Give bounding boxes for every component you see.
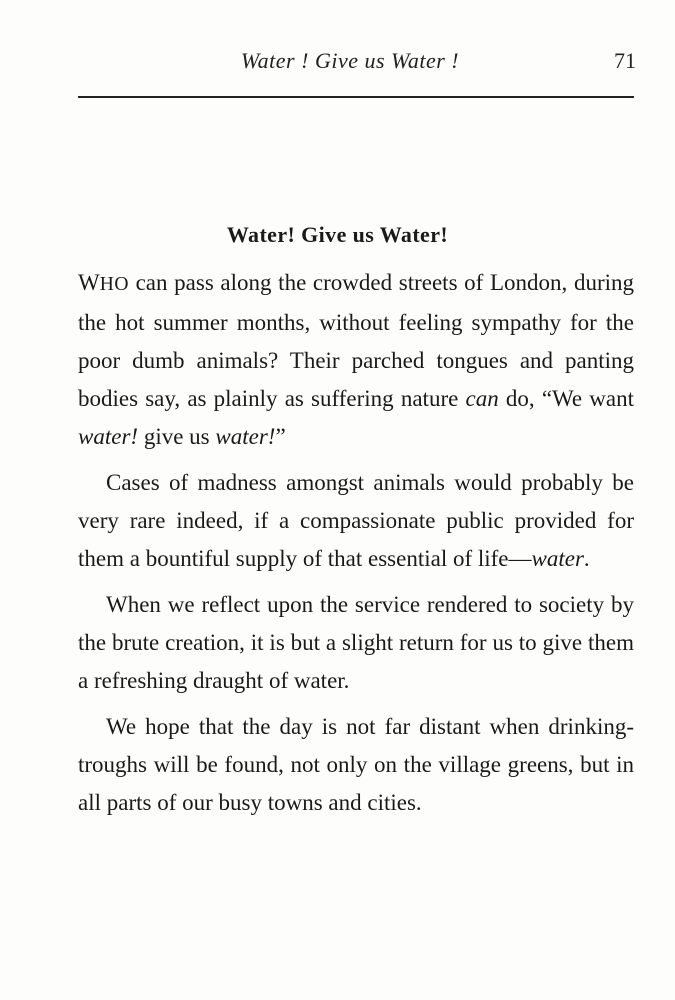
running-head bbox=[80, 42, 636, 78]
opening-capital: W bbox=[78, 270, 100, 295]
paragraph-1-emphasis-2: water! bbox=[78, 424, 139, 449]
paragraph-1-text-d: ” bbox=[275, 424, 286, 449]
paragraph-2-emphasis-1: water bbox=[531, 546, 584, 571]
paragraph-1-text-a: can pass along the crowded streets of London, during the hot summer months, without feeling sympathy for the poor dumb animals? Their parched tongues and panting bodies say, as plainly as suffering nature bbox=[78, 270, 634, 411]
article-body bbox=[78, 264, 634, 830]
paragraph-2 bbox=[78, 464, 634, 578]
paragraph-1-text-b: do, “We want bbox=[498, 386, 634, 411]
paragraph-1-text-c: give us bbox=[138, 424, 216, 449]
paragraph-4: We hope that the day is not far distant when drinking-troughs will be found, not only on the village greens, but in all parts of our busy towns and cities. bbox=[78, 714, 634, 815]
running-title: Water ! Give us Water ! bbox=[240, 48, 460, 73]
header-rule bbox=[78, 96, 634, 98]
opening-small-caps: HO bbox=[99, 274, 129, 295]
page-number: 71 bbox=[614, 48, 636, 73]
paragraph-3: When we reflect upon the service rendered to society by the brute creation, it is but a slight return for us to give them a refreshing draught of water. bbox=[78, 592, 634, 693]
paragraph-1 bbox=[78, 264, 634, 456]
paragraph-2-text-a: Cases of madness amongst animals would probably be very rare indeed, if a compassionate public provided for them a bountiful supply of that essential of life— bbox=[78, 470, 634, 571]
paragraph-1-emphasis-1: can bbox=[465, 386, 499, 411]
article-heading: Water! Give us Water! bbox=[226, 222, 449, 247]
paragraph-1-emphasis-3: water! bbox=[215, 424, 276, 449]
paragraph-2-text-b: . bbox=[583, 546, 590, 571]
